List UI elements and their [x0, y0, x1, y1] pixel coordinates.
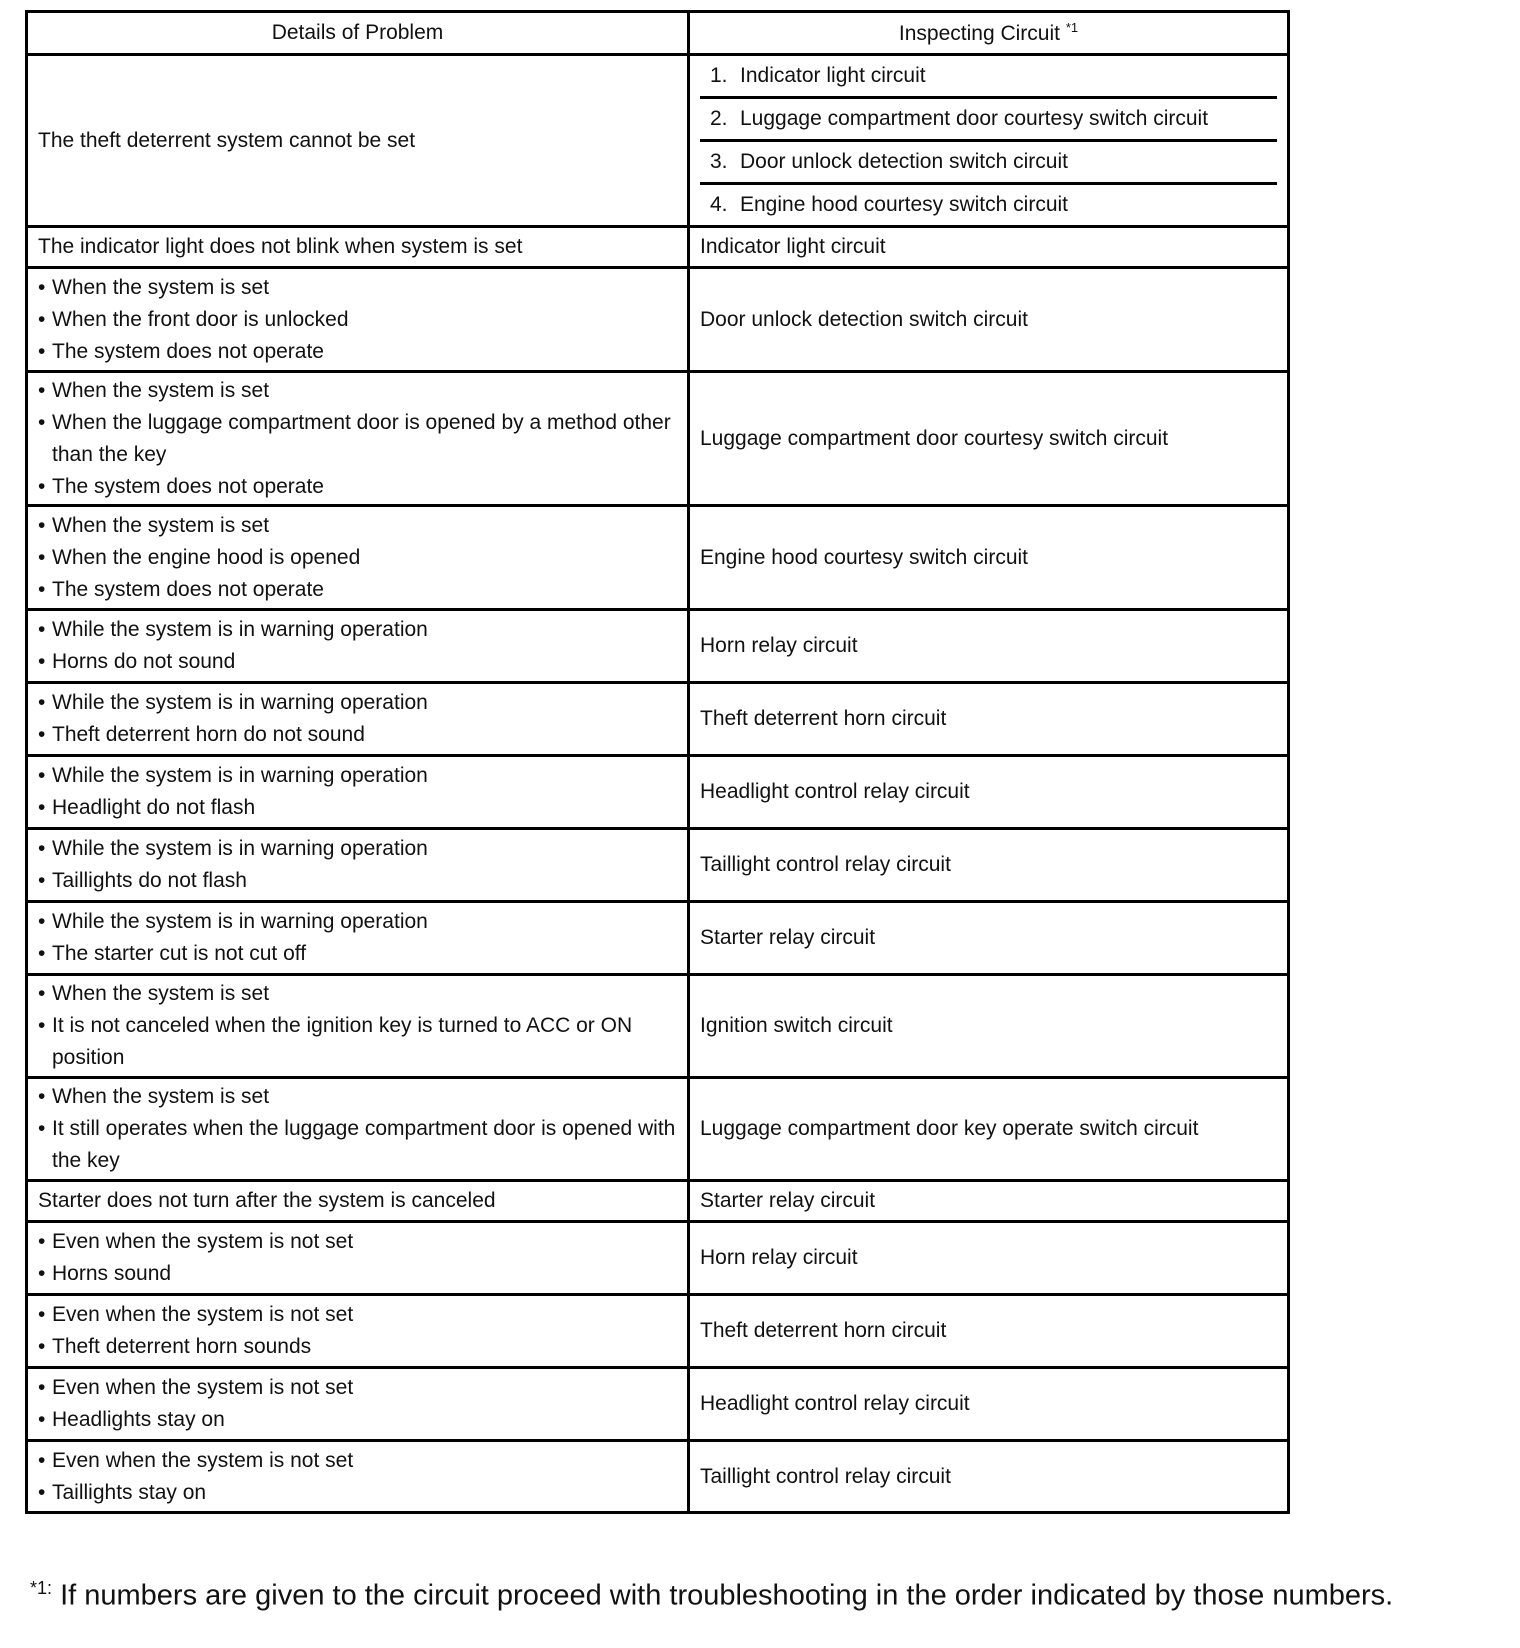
- table-row: [27, 227, 1289, 268]
- circuit-cell: [689, 1295, 1289, 1368]
- numbered-circuit-item: [700, 142, 1277, 185]
- problem-bullet: • Even when the system is not set: [38, 1299, 677, 1331]
- problem-bullet: • Even when the system is not set: [38, 1226, 677, 1258]
- circuit-name: Engine hood courtesy switch circuit: [740, 193, 1068, 216]
- table-row: [27, 756, 1289, 829]
- table-header-row: [27, 12, 1289, 55]
- problem-bullet-list: [38, 1372, 677, 1436]
- circuit-name: Door unlock detection switch circuit: [700, 307, 1028, 331]
- table-row: [27, 1368, 1289, 1441]
- table-row: [27, 683, 1289, 756]
- problem-bullet: • When the system is set: [38, 375, 677, 407]
- problem-bullet: • When the engine hood is opened: [38, 542, 677, 574]
- problem-bullet: • The system does not operate: [38, 471, 677, 503]
- problem-cell: [27, 1181, 689, 1222]
- circuit-name: Indicator light circuit: [740, 64, 926, 87]
- circuit-cell: [689, 372, 1289, 506]
- circuit-order-number: 2.: [710, 107, 728, 130]
- problem-bullet: • While the system is in warning operation: [38, 906, 677, 938]
- problem-bullet: • Theft deterrent horn sounds: [38, 1331, 677, 1363]
- circuit-cell: [689, 683, 1289, 756]
- problem-cell: [27, 975, 689, 1078]
- header-footnote-mark: *1: [1065, 20, 1079, 35]
- problem-bullet: • It still operates when the luggage compartment door is opened with the key: [38, 1113, 677, 1177]
- problem-text: The theft deterrent system cannot be set: [38, 128, 416, 152]
- table-row: [27, 1078, 1289, 1181]
- circuit-order-number: 1.: [710, 64, 728, 87]
- numbered-circuit-item: [700, 185, 1277, 225]
- problem-bullet: • While the system is in warning operation: [38, 687, 677, 719]
- table-row: [27, 1295, 1289, 1368]
- problem-bullet: • While the system is in warning operation: [38, 614, 677, 646]
- table-body: [27, 55, 1289, 1513]
- problem-bullet: • Even when the system is not set: [38, 1445, 677, 1477]
- footnote-text: If numbers are given to the circuit proceed with troubleshooting in the order indicated by those numbers.: [60, 1579, 1394, 1612]
- problem-cell: [27, 506, 689, 610]
- circuit-name: Ignition switch circuit: [700, 1014, 893, 1037]
- circuit-cell: [689, 227, 1289, 268]
- problem-cell: [27, 227, 689, 268]
- problem-bullet: • Headlights stay on: [38, 1404, 677, 1436]
- circuit-order-number: 4.: [710, 193, 728, 216]
- header-inspecting-circuit: [689, 12, 1289, 55]
- circuit-cell: [689, 610, 1289, 683]
- circuit-name: Starter relay circuit: [700, 1189, 876, 1212]
- table-row: [27, 55, 1289, 227]
- problem-bullet: • When the system is set: [38, 978, 677, 1010]
- problem-bullet-list: [38, 833, 677, 897]
- problem-bullet: • When the front door is unlocked: [38, 304, 677, 336]
- numbered-circuit-item: [700, 99, 1277, 142]
- problem-cell: [27, 683, 689, 756]
- table-row: [27, 975, 1289, 1078]
- circuit-cell: [689, 1368, 1289, 1441]
- problem-bullet-list: [38, 1445, 677, 1509]
- table-row: [27, 829, 1289, 902]
- problem-bullet-list: [38, 906, 677, 970]
- problem-bullet: • The system does not operate: [38, 336, 677, 368]
- problem-bullet-list: [38, 272, 677, 368]
- problem-bullet: • Theft deterrent horn do not sound: [38, 719, 677, 751]
- circuit-name: Horn relay circuit: [700, 634, 858, 657]
- circuit-cell: [689, 1078, 1289, 1181]
- circuit-cell: [689, 756, 1289, 829]
- circuit-name: Luggage compartment door courtesy switch circuit: [700, 426, 1169, 450]
- problem-bullet: • Horns do not sound: [38, 646, 677, 678]
- problem-bullet: • Horns sound: [38, 1258, 677, 1290]
- circuit-cell: [689, 902, 1289, 975]
- problem-cell: [27, 610, 689, 683]
- problem-bullet-list: [38, 1226, 677, 1290]
- problem-bullet-list: [38, 510, 677, 606]
- circuit-cell: [689, 506, 1289, 610]
- circuit-name: Taillight control relay circuit: [700, 1464, 951, 1488]
- circuit-name: Luggage compartment door courtesy switch circuit: [740, 107, 1209, 130]
- problem-cell: [27, 1222, 689, 1295]
- circuit-name: Luggage compartment door key operate switch circuit: [700, 1117, 1199, 1140]
- problem-bullet: • While the system is in warning operation: [38, 833, 677, 865]
- header-inspecting-circuit-label: Inspecting Circuit: [898, 22, 1060, 45]
- problem-cell: [27, 372, 689, 506]
- problem-bullet: • The system does not operate: [38, 574, 677, 606]
- problem-cell: [27, 268, 689, 372]
- table-row: [27, 610, 1289, 683]
- circuit-name: Headlight control relay circuit: [700, 780, 970, 803]
- table-row: [27, 902, 1289, 975]
- problem-cell: [27, 829, 689, 902]
- table-row: [27, 1222, 1289, 1295]
- problem-bullet-list: [38, 1299, 677, 1363]
- circuit-cell: [689, 1222, 1289, 1295]
- problem-text: The indicator light does not blink when system is set: [38, 235, 523, 258]
- table-row: [27, 268, 1289, 372]
- problem-bullet: • The starter cut is not cut off: [38, 938, 677, 970]
- circuit-cell: [689, 1441, 1289, 1513]
- problem-cell: [27, 1368, 689, 1441]
- table-row: [27, 1181, 1289, 1222]
- problem-bullet: • Even when the system is not set: [38, 1372, 677, 1404]
- circuit-name: Engine hood courtesy switch circuit: [700, 545, 1028, 569]
- circuit-name: Door unlock detection switch circuit: [740, 150, 1068, 173]
- problem-bullet-list: [38, 687, 677, 751]
- problem-bullet: • When the system is set: [38, 272, 677, 304]
- circuit-name: Theft deterrent horn circuit: [700, 707, 947, 730]
- circuit-name: Headlight control relay circuit: [700, 1392, 970, 1415]
- table-row: [27, 372, 1289, 506]
- troubleshooting-table: [25, 10, 1290, 1514]
- circuit-cell: [689, 829, 1289, 902]
- problem-cell: [27, 1078, 689, 1181]
- problem-bullet: • When the luggage compartment door is opened by a method other than the key: [38, 407, 677, 471]
- problem-cell: [27, 55, 689, 227]
- problem-bullet-list: [38, 978, 677, 1074]
- circuit-name: Taillight control relay circuit: [700, 853, 951, 876]
- problem-bullet: • Taillights do not flash: [38, 865, 677, 897]
- problem-bullet: • Headlight do not flash: [38, 792, 677, 824]
- circuit-order-number: 3.: [710, 150, 728, 173]
- circuit-name: Theft deterrent horn circuit: [700, 1319, 947, 1342]
- footnote-mark: *1:: [30, 1578, 53, 1598]
- circuit-name: Horn relay circuit: [700, 1246, 858, 1269]
- problem-bullet-list: [38, 1081, 677, 1177]
- problem-bullet: • When the system is set: [38, 1081, 677, 1113]
- problem-cell: [27, 756, 689, 829]
- table-row: [27, 506, 1289, 610]
- table-row: [27, 1441, 1289, 1513]
- problem-text: Starter does not turn after the system is canceled: [38, 1189, 496, 1212]
- problem-bullet-list: [38, 614, 677, 678]
- circuit-name: Indicator light circuit: [700, 235, 886, 258]
- problem-bullet-list: [38, 760, 677, 824]
- circuit-cell: [689, 55, 1289, 227]
- problem-cell: [27, 1295, 689, 1368]
- problem-bullet-list: [38, 375, 677, 503]
- problem-bullet: • Taillights stay on: [38, 1477, 677, 1509]
- problem-bullet: • When the system is set: [38, 510, 677, 542]
- header-details-of-problem: Details of Problem: [27, 12, 689, 55]
- circuit-cell: [689, 268, 1289, 372]
- problem-cell: [27, 1441, 689, 1513]
- footnote: [30, 1578, 1393, 1613]
- problem-bullet: • It is not canceled when the ignition key is turned to ACC or ON position: [38, 1010, 677, 1074]
- circuit-name: Starter relay circuit: [700, 926, 876, 949]
- numbered-circuit-item: [700, 56, 1277, 99]
- problem-cell: [27, 902, 689, 975]
- circuit-cell: [689, 1181, 1289, 1222]
- circuit-cell: [689, 975, 1289, 1078]
- problem-bullet: • While the system is in warning operation: [38, 760, 677, 792]
